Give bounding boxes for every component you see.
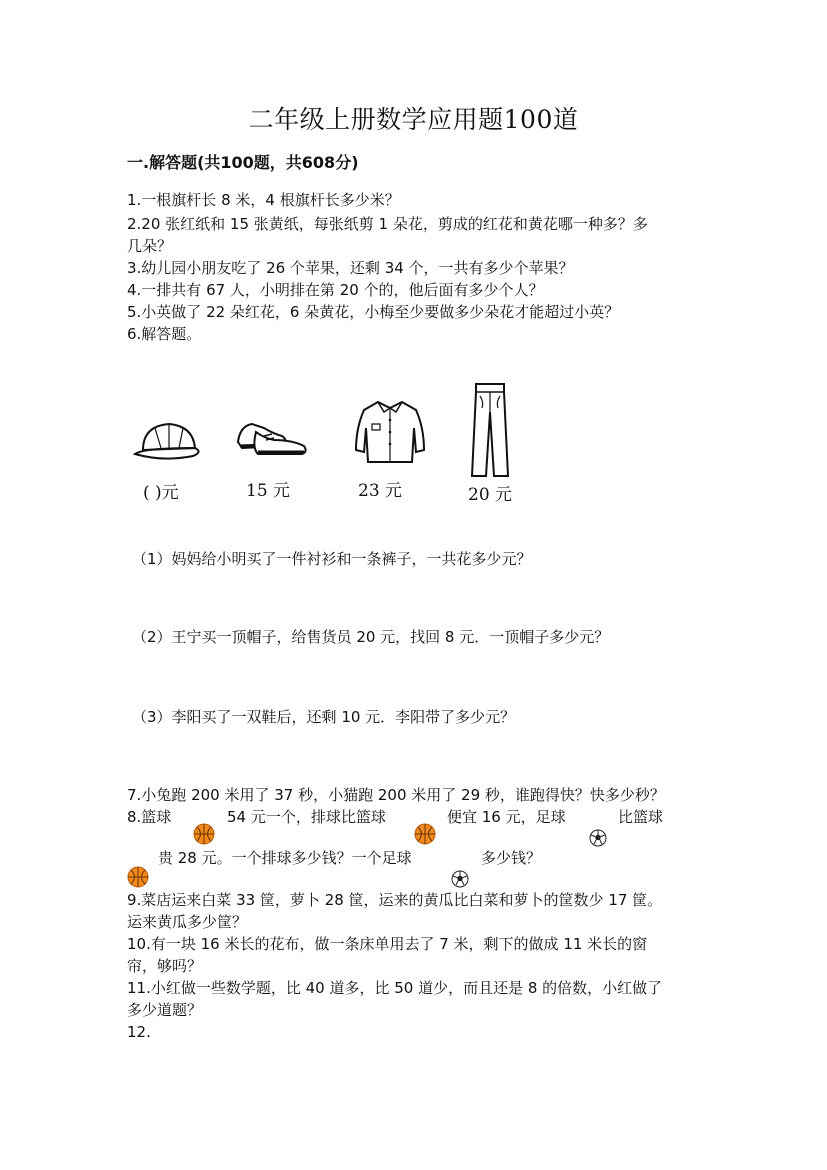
shoes-price: 15 元 [246,481,291,501]
question-6-3: （3）李阳买了一双鞋后，还剩 10 元．李阳带了多少元？ [132,708,516,726]
question-7: 7.小兔跑 200 米用了 37 秒，小猫跑 200 米用了 29 秒，谁跑得快？快多少秒？ [127,786,665,804]
question-8-part-2: 54 元一个，排球比篮球 [227,808,386,826]
question-1: 1.一根旗杆长 8 米，4 根旗杆长多少米？ [127,191,400,209]
pants-price: 20 元 [468,485,513,505]
cap-price: ( )元 [143,483,179,503]
question-2-line-1: 2.20 张红纸和 15 张黄纸，每张纸剪 1 朵花，剪成的红花和黄花哪一种多？多 [127,215,648,233]
question-2-line-2: 几朵？ [127,237,173,255]
cap-icon [133,418,205,466]
question-3: 3.幼儿园小朋友吃了 26 个苹果，还剩 34 个，一共有多少个苹果？ [127,259,574,277]
shoes-icon [234,418,310,458]
section-heading: 一.解答题(共100题，共608分) [127,153,359,172]
question-11-line-1: 11.小红做一些数学题，比 40 道多，比 50 道少，而且还是 8 的倍数，小红做了 [127,979,663,997]
pants-icon [470,382,510,478]
question-10-line-2: 帘，够吗？ [127,957,203,975]
basketball-icon [127,866,149,888]
basketball-icon [414,823,436,845]
question-9-line-1: 9.菜店运来白菜 33 筐，萝卜 28 筐，运来的黄瓜比白菜和萝卜的筐数少 17 筐。 [127,891,663,909]
question-6: 6.解答题。 [127,325,202,343]
question-6-2: （2）王宁买一顶帽子，给售货员 20 元，找回 8 元．一顶帽子多少元？ [132,628,610,646]
question-9-line-2: 运来黄瓜多少筐？ [127,913,248,931]
question-12: 12. [127,1023,151,1041]
question-6-1: （1）妈妈给小明买了一件衬衫和一条裤子，一共花多少元？ [132,550,532,568]
question-8-part-1: 8.篮球 [127,808,172,826]
soccer-ball-icon [589,829,607,847]
question-8-part-4: 比篮球 [618,808,664,826]
shirt-icon [350,398,430,466]
question-11-line-2: 多少道题？ [127,1001,203,1019]
page-title: 二年级上册数学应用题100道 [248,105,579,134]
question-10-line-1: 10.有一块 16 米长的花布，做一条床单用去了 7 米，剩下的做成 11 米长的窗 [127,935,648,953]
basketball-icon [193,823,215,845]
question-4: 4.一排共有 67 人，小明排在第 20 个的，他后面有多少个人？ [127,281,544,299]
question-8-part-3: 便宜 16 元，足球 [447,808,566,826]
question-8-part-6: 多少钱？ [481,849,542,867]
question-5: 5.小英做了 22 朵红花，6 朵黄花，小梅至少要做多少朵花才能超过小英？ [127,303,620,321]
soccer-ball-icon [451,870,469,888]
shirt-price: 23 元 [358,481,403,501]
question-8-part-5: 贵 28 元。一个排球多少钱？一个足球 [158,849,412,867]
